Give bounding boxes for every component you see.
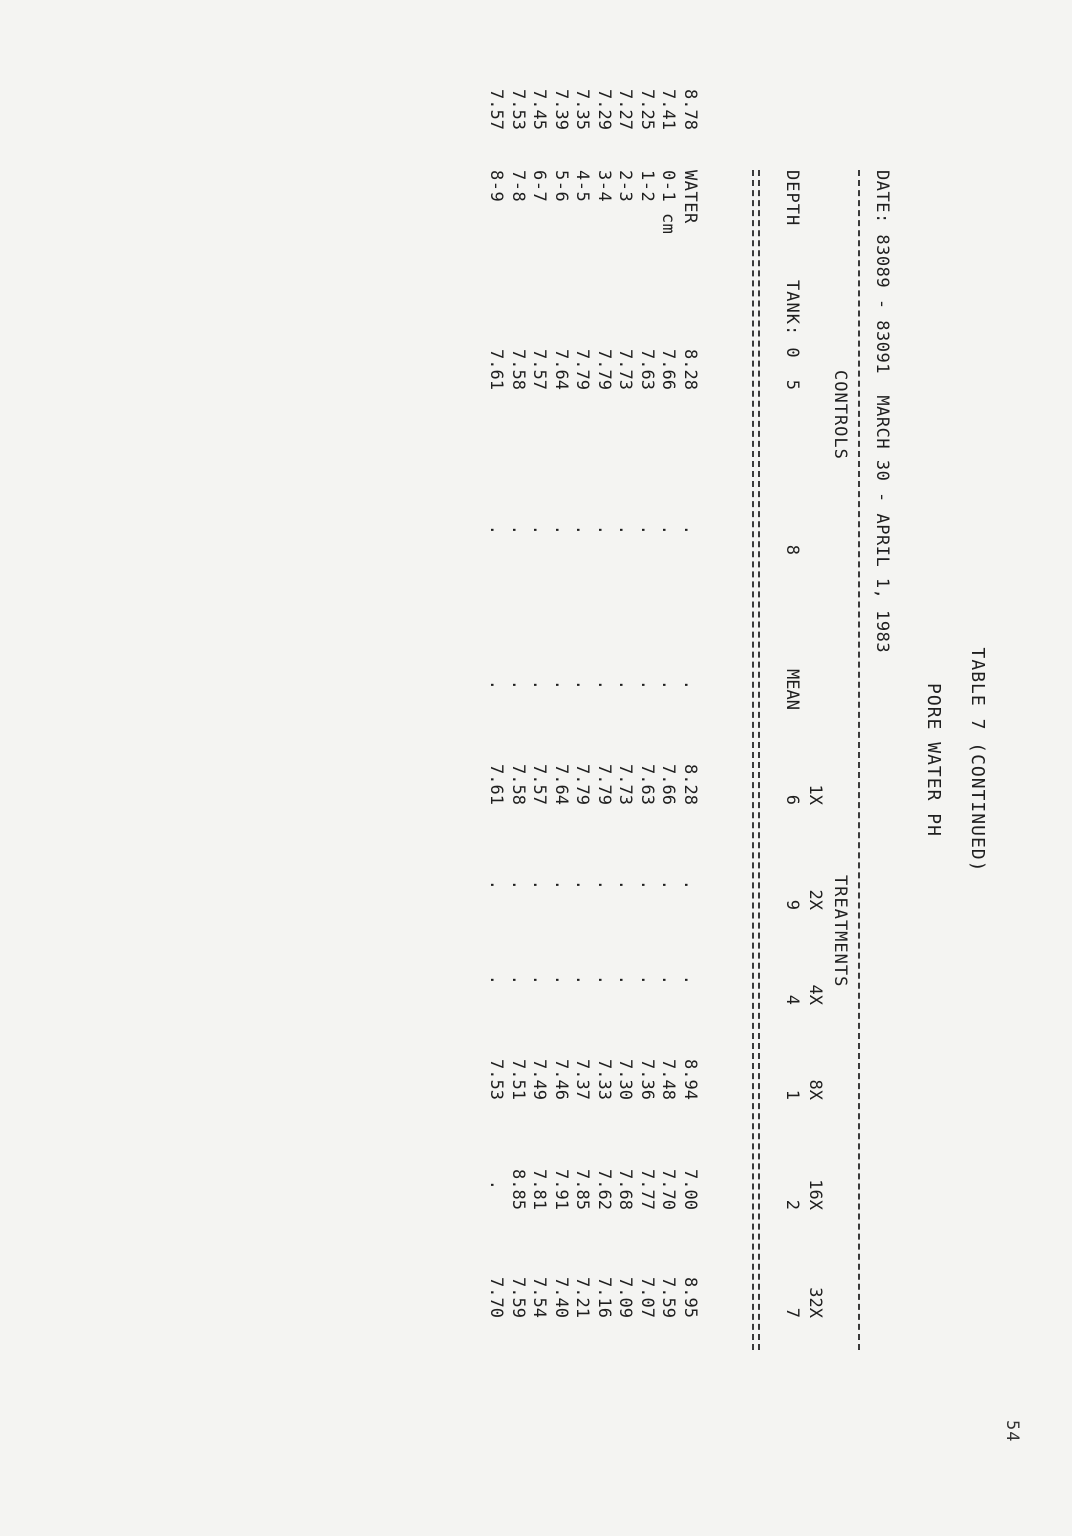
table-cell: . bbox=[508, 524, 528, 535]
row-depth-label: 6-7 bbox=[529, 170, 550, 203]
table-cell: 7.70 bbox=[486, 1277, 507, 1318]
table-cell: 7.79 bbox=[572, 349, 593, 390]
table-cell: . bbox=[637, 879, 657, 890]
table-cell: 7.58 bbox=[508, 349, 528, 390]
row-depth-label: 7-8 bbox=[508, 170, 528, 203]
table-cell: 7.79 bbox=[594, 349, 614, 390]
col-header-name: 4X bbox=[805, 984, 825, 1005]
table-cell: . bbox=[529, 974, 550, 985]
controls-header: CONTROLS bbox=[830, 370, 850, 460]
table-cell: 7.63 bbox=[637, 349, 657, 390]
table-cell: 7.53 bbox=[486, 1059, 507, 1100]
table-cell: . bbox=[572, 879, 593, 890]
table-cell: 7.49 bbox=[529, 1059, 550, 1100]
table-cell: . bbox=[508, 679, 528, 690]
table-cell: 7.63 bbox=[637, 764, 657, 805]
table-cell: 7.07 bbox=[637, 1277, 657, 1318]
row-depth-label: 5-6 bbox=[551, 170, 571, 203]
table-cell: 7.35 bbox=[572, 89, 593, 130]
table-cell: 7.54 bbox=[529, 1277, 550, 1318]
table-cell: 7.85 bbox=[572, 1169, 593, 1210]
col-header-tank: 7 bbox=[782, 1307, 802, 1318]
header-rule-1 bbox=[758, 170, 760, 1350]
table-cell: . bbox=[615, 524, 636, 535]
col-header-tank: 9 bbox=[782, 899, 802, 910]
table-cell: . bbox=[594, 524, 614, 535]
col-header-name: 8X bbox=[805, 1079, 825, 1100]
col-header-name: 32X bbox=[805, 1287, 825, 1318]
table-cell: . bbox=[615, 974, 636, 985]
row-depth-label: 4-5 bbox=[572, 170, 593, 203]
table-cell: 7.33 bbox=[594, 1059, 614, 1100]
table-cell: . bbox=[486, 1179, 507, 1190]
table-cell: 7.81 bbox=[529, 1169, 550, 1210]
row-depth-label: 8-9 bbox=[486, 170, 507, 203]
table-cell: 7.64 bbox=[551, 764, 571, 805]
page-number: 54 bbox=[1002, 1420, 1022, 1443]
table-cell: . bbox=[572, 524, 593, 535]
table-cell: 7.68 bbox=[615, 1169, 636, 1210]
table-cell: 7.46 bbox=[551, 1059, 571, 1100]
table-cell: . bbox=[637, 974, 657, 985]
table-cell: . bbox=[680, 524, 700, 535]
table-cell: . bbox=[572, 679, 593, 690]
treatments-header: TREATMENTS bbox=[830, 875, 850, 988]
table-cell: . bbox=[486, 974, 507, 985]
col-header-tank-label: TANK: 0 bbox=[782, 280, 802, 359]
table-cell: . bbox=[508, 974, 528, 985]
table-cell: . bbox=[486, 679, 507, 690]
table-cell: . bbox=[594, 879, 614, 890]
table-cell: . bbox=[658, 524, 679, 535]
table-cell: 7.37 bbox=[572, 1059, 593, 1100]
col-header-depth: DEPTH bbox=[782, 170, 802, 227]
table-cell: 7.30 bbox=[615, 1059, 636, 1100]
table-cell: 8.28 bbox=[680, 764, 700, 805]
table-cell: . bbox=[594, 974, 614, 985]
table-cell: 7.40 bbox=[551, 1277, 571, 1318]
table-cell: . bbox=[551, 679, 571, 690]
table-cell: . bbox=[594, 679, 614, 690]
table-cell: 7.39 bbox=[551, 89, 571, 130]
table-cell: 7.66 bbox=[658, 349, 679, 390]
row-depth-label: 0-1 cm bbox=[658, 170, 679, 235]
table-cell: 7.79 bbox=[572, 764, 593, 805]
table-cell: . bbox=[658, 679, 679, 690]
table-title: TABLE 7 (CONTINUED) bbox=[967, 647, 988, 873]
header-rule-2 bbox=[752, 170, 754, 1350]
table-cell: 7.77 bbox=[637, 1169, 657, 1210]
table-cell: 7.48 bbox=[658, 1059, 679, 1100]
table-cell: 7.61 bbox=[486, 349, 507, 390]
table-cell: . bbox=[551, 524, 571, 535]
table-cell: 7.57 bbox=[529, 349, 550, 390]
table-cell: 7.25 bbox=[637, 89, 657, 130]
table-cell: 7.00 bbox=[680, 1169, 700, 1210]
table-cell: 7.16 bbox=[594, 1277, 614, 1318]
col-header-tank: 5 bbox=[782, 379, 802, 390]
table-cell: 8.28 bbox=[680, 349, 700, 390]
row-depth-label: 2-3 bbox=[615, 170, 636, 203]
table-cell: 7.53 bbox=[508, 89, 528, 130]
table-cell: 7.62 bbox=[594, 1169, 614, 1210]
col-header-tank: 8 bbox=[782, 544, 802, 555]
col-header-tank: 1 bbox=[782, 1089, 802, 1100]
table-cell: 7.51 bbox=[508, 1059, 528, 1100]
table-cell: . bbox=[658, 879, 679, 890]
col-header-tank: 4 bbox=[782, 994, 802, 1005]
table-cell: 7.45 bbox=[529, 89, 550, 130]
table-cell: . bbox=[615, 679, 636, 690]
row-depth-label: 3-4 bbox=[594, 170, 614, 203]
table-cell: . bbox=[658, 974, 679, 985]
col-header-tank: 6 bbox=[782, 794, 802, 805]
table-cell: 8.94 bbox=[680, 1059, 700, 1100]
table-cell: 7.66 bbox=[658, 764, 679, 805]
col-header-name: 16X bbox=[805, 1179, 825, 1210]
table-cell: . bbox=[572, 974, 593, 985]
table-cell: 7.21 bbox=[572, 1277, 593, 1318]
table-subtitle: PORE WATER PH bbox=[923, 683, 944, 837]
table-cell: 7.41 bbox=[658, 89, 679, 130]
table-cell: . bbox=[529, 679, 550, 690]
col-header-name: 2X bbox=[805, 889, 825, 910]
table-cell: 7.29 bbox=[594, 89, 614, 130]
table-cell: 7.73 bbox=[615, 349, 636, 390]
table-cell: 7.09 bbox=[615, 1277, 636, 1318]
table-cell: 7.58 bbox=[508, 764, 528, 805]
table-cell: 7.73 bbox=[615, 764, 636, 805]
table-cell: . bbox=[486, 879, 507, 890]
table-cell: 7.59 bbox=[508, 1277, 528, 1318]
table-cell: . bbox=[680, 879, 700, 890]
table-cell: 7.36 bbox=[637, 1059, 657, 1100]
table-cell: 7.70 bbox=[658, 1169, 679, 1210]
table-cell: . bbox=[680, 974, 700, 985]
table-cell: 7.57 bbox=[529, 764, 550, 805]
table-cell: . bbox=[529, 879, 550, 890]
table-cell: 7.59 bbox=[658, 1277, 679, 1318]
table-cell: 7.61 bbox=[486, 764, 507, 805]
table-cell: . bbox=[615, 879, 636, 890]
rotated-table-page bbox=[130, 70, 1000, 1450]
date-line: DATE: 83089 - 83091 MARCH 30 - APRIL 1, 1983 bbox=[872, 170, 892, 654]
table-cell: 7.64 bbox=[551, 349, 571, 390]
table-cell: 8.78 bbox=[680, 89, 700, 130]
table-cell: 7.79 bbox=[594, 764, 614, 805]
col-header-tank: MEAN bbox=[782, 669, 802, 710]
table-cell: . bbox=[486, 524, 507, 535]
table-cell: 7.91 bbox=[551, 1169, 571, 1210]
table-cell: 7.57 bbox=[486, 89, 507, 130]
table-cell: . bbox=[529, 524, 550, 535]
row-depth-label: WATER bbox=[680, 170, 700, 224]
top-rule bbox=[858, 170, 860, 1350]
table-cell: . bbox=[637, 524, 657, 535]
table-cell: 8.85 bbox=[508, 1169, 528, 1210]
table-cell: . bbox=[551, 974, 571, 985]
table-cell: 7.27 bbox=[615, 89, 636, 130]
col-header-name: 1X bbox=[805, 784, 825, 805]
table-cell: . bbox=[680, 679, 700, 690]
col-header-tank: 2 bbox=[782, 1199, 802, 1210]
row-depth-label: 1-2 bbox=[637, 170, 657, 203]
table-cell: . bbox=[551, 879, 571, 890]
table-cell: 8.95 bbox=[680, 1277, 700, 1318]
table-cell: . bbox=[508, 879, 528, 890]
table-cell: . bbox=[637, 679, 657, 690]
